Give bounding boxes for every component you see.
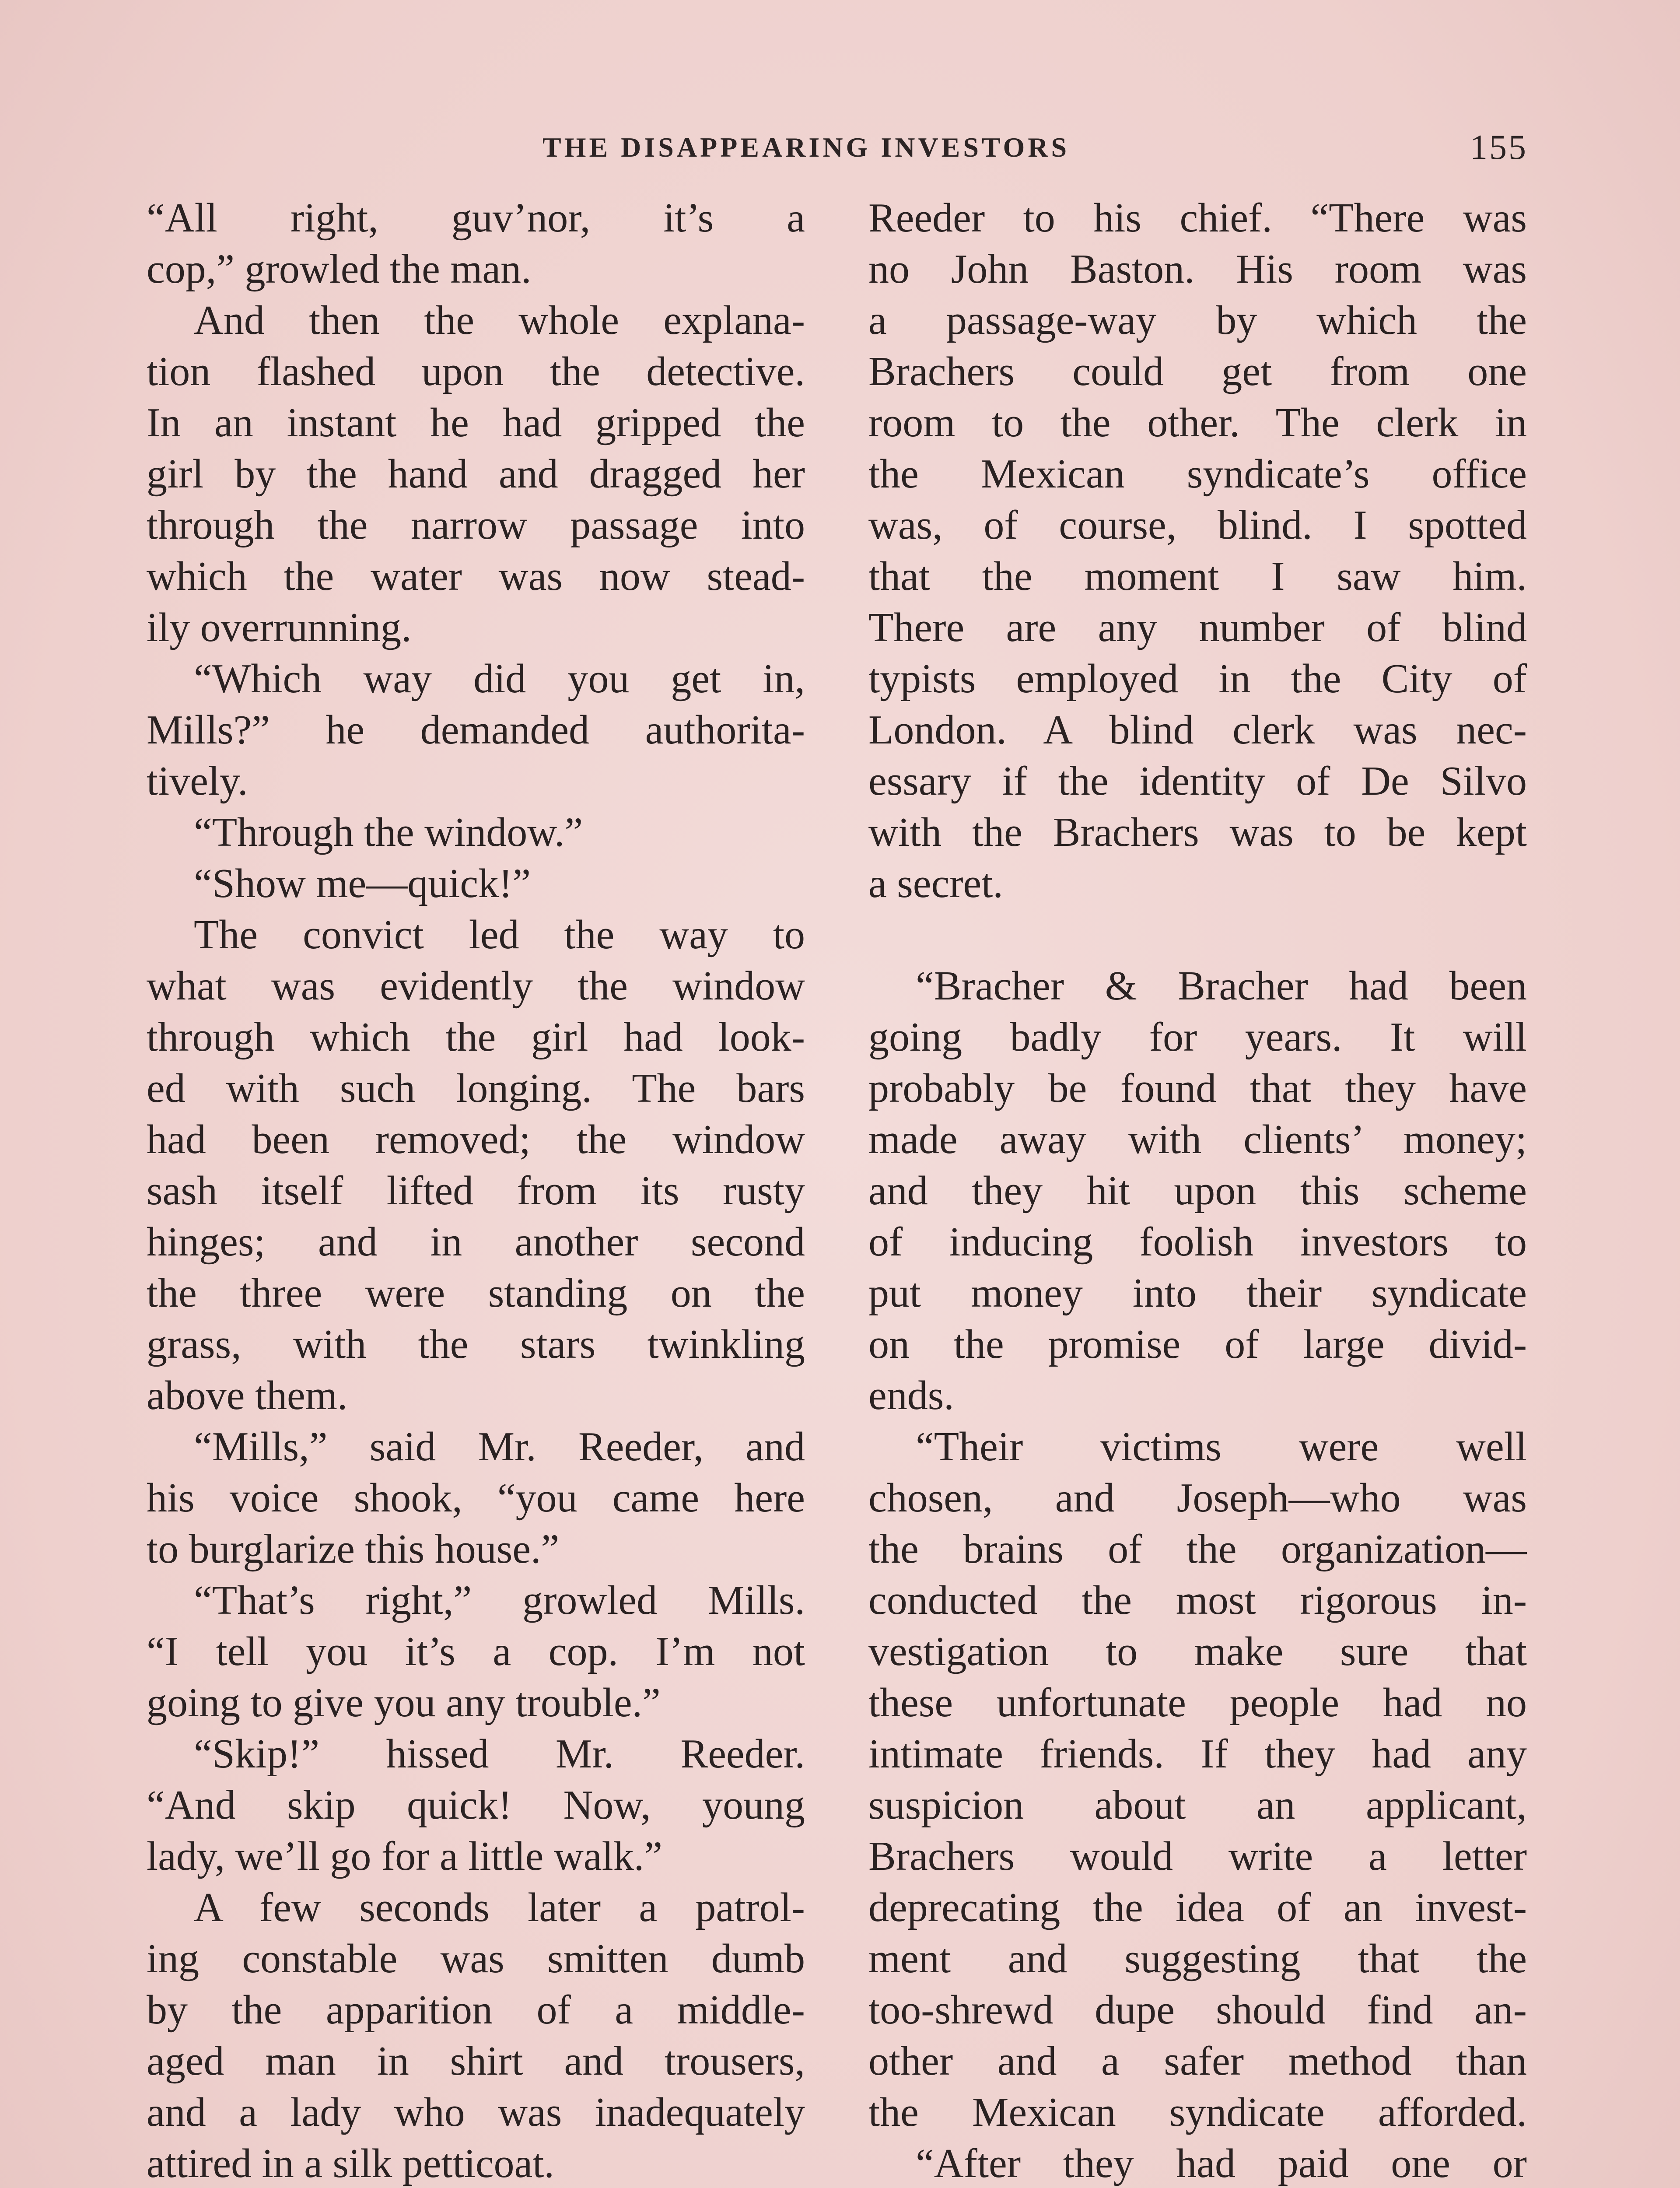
- text-line: made away with clients’ money;: [868, 1117, 1527, 1162]
- text-line: There are any number of blind: [868, 605, 1527, 650]
- text-line: too-shrewd dupe should find an-: [868, 1987, 1527, 2033]
- text-line: “Mills,” said Mr. Reeder, and: [194, 1424, 805, 1469]
- text-line: In an instant he had gripped the: [147, 400, 805, 445]
- text-line: by the apparition of a middle-: [147, 1987, 805, 2033]
- text-line: probably be found that they have: [868, 1066, 1527, 1111]
- text-line: tively.: [147, 758, 248, 804]
- text-line: the three were standing on the: [147, 1270, 805, 1316]
- text-line: “Show me—quick!”: [194, 861, 531, 906]
- text-line: these unfortunate people had no: [868, 1680, 1527, 1725]
- text-line: going to give you any trouble.”: [147, 1680, 661, 1725]
- paragraph-gap: [868, 909, 1527, 961]
- text-line: put money into their syndicate: [868, 1270, 1527, 1316]
- text-line: The convict led the way to: [194, 912, 805, 957]
- text-line: attired in a silk petticoat.: [147, 2141, 554, 2186]
- text-line: ed with such longing. The bars: [147, 1066, 805, 1111]
- text-line: conducted the most rigorous in-: [868, 1578, 1527, 1623]
- text-line: Mills?” he demanded authorita-: [147, 707, 805, 753]
- text-line: girl by the hand and dragged her: [147, 451, 805, 497]
- text-line: that the moment I saw him.: [868, 554, 1527, 599]
- text-line: vestigation to make sure that: [868, 1629, 1527, 1674]
- text-line: essary if the identity of De Silvo: [868, 758, 1527, 804]
- text-line: deprecating the idea of an invest-: [868, 1885, 1527, 1930]
- text-line: “Bracher & Bracher had been: [916, 963, 1527, 1009]
- text-line: had been removed; the window: [147, 1117, 805, 1162]
- text-line: ily overrunning.: [147, 605, 412, 650]
- text-line: intimate friends. If they had any: [868, 1731, 1527, 1777]
- text-line: above them.: [147, 1373, 348, 1418]
- text-line: ment and suggesting that the: [868, 1936, 1527, 1981]
- text-line: room to the other. The clerk in: [868, 400, 1527, 445]
- text-line: other and a safer method than: [868, 2038, 1527, 2084]
- text-line: the Mexican syndicate afforded.: [868, 2090, 1527, 2135]
- text-line: cop,” growled the man.: [147, 246, 532, 292]
- text-line: going badly for years. It will: [868, 1014, 1527, 1060]
- text-line: hinges; and in another second: [147, 1219, 805, 1265]
- text-line: Brachers could get from one: [868, 349, 1527, 394]
- text-line: and they hit upon this scheme: [868, 1168, 1527, 1213]
- text-line: “And skip quick! Now, young: [147, 1782, 805, 1828]
- text-line: sash itself lifted from its rusty: [147, 1168, 805, 1213]
- right-text-column: [868, 193, 1527, 2188]
- text-line: the Mexican syndicate’s office: [868, 451, 1527, 497]
- text-line: lady, we’ll go for a little walk.”: [147, 1834, 662, 1879]
- text-line: “Skip!” hissed Mr. Reeder.: [194, 1731, 805, 1777]
- text-line: “After they had paid one or: [916, 2141, 1527, 2186]
- running-title: THE DISAPPEARING INVESTORS: [542, 132, 1070, 163]
- text-line: A few seconds later a patrol-: [194, 1885, 805, 1930]
- text-line: which the water was now stead-: [147, 554, 805, 599]
- text-line: to burglarize this house.”: [147, 1526, 560, 1572]
- text-line: aged man in shirt and trousers,: [147, 2038, 805, 2084]
- text-line: “All right, guv’nor, it’s a: [147, 195, 805, 241]
- text-line: his voice shook, “you came here: [147, 1475, 805, 1521]
- text-line: London. A blind clerk was nec-: [868, 707, 1527, 753]
- text-line: the brains of the organization—: [868, 1526, 1527, 1572]
- page-number: 155: [1470, 128, 1528, 167]
- text-line: of inducing foolish investors to: [868, 1219, 1527, 1265]
- text-line: ends.: [868, 1373, 954, 1418]
- text-line: tion flashed upon the detective.: [147, 349, 805, 394]
- text-line: a secret.: [868, 861, 1003, 906]
- text-line: And then the whole explana-: [194, 298, 805, 343]
- text-line: “Which way did you get in,: [194, 656, 805, 701]
- text-line: what was evidently the window: [147, 963, 805, 1009]
- text-line: with the Brachers was to be kept: [868, 810, 1527, 855]
- text-line: “Their victims were well: [916, 1424, 1527, 1469]
- text-line: through which the girl had look-: [147, 1014, 805, 1060]
- text-line: typists employed in the City of: [868, 656, 1527, 701]
- text-line: on the promise of large divid-: [868, 1322, 1527, 1367]
- text-line: was, of course, blind. I spotted: [868, 502, 1527, 548]
- text-line: grass, with the stars twinkling: [147, 1322, 805, 1367]
- text-line: through the narrow passage into: [147, 502, 805, 548]
- text-line: “That’s right,” growled Mills.: [194, 1578, 805, 1623]
- text-line: suspicion about an applicant,: [868, 1782, 1527, 1828]
- text-line: ing constable was smitten dumb: [147, 1936, 805, 1981]
- text-line: and a lady who was inadequately: [147, 2090, 805, 2135]
- text-line: chosen, and Joseph—who was: [868, 1475, 1527, 1521]
- text-line: a passage-way by which the: [868, 298, 1527, 343]
- text-line: “Through the window.”: [194, 810, 583, 855]
- left-text-column: [147, 193, 805, 2188]
- text-line: no John Baston. His room was: [868, 246, 1527, 292]
- text-line: Reeder to his chief. “There was: [868, 195, 1527, 241]
- text-line: Brachers would write a letter: [868, 1834, 1527, 1879]
- text-line: “I tell you it’s a cop. I’m not: [147, 1629, 805, 1674]
